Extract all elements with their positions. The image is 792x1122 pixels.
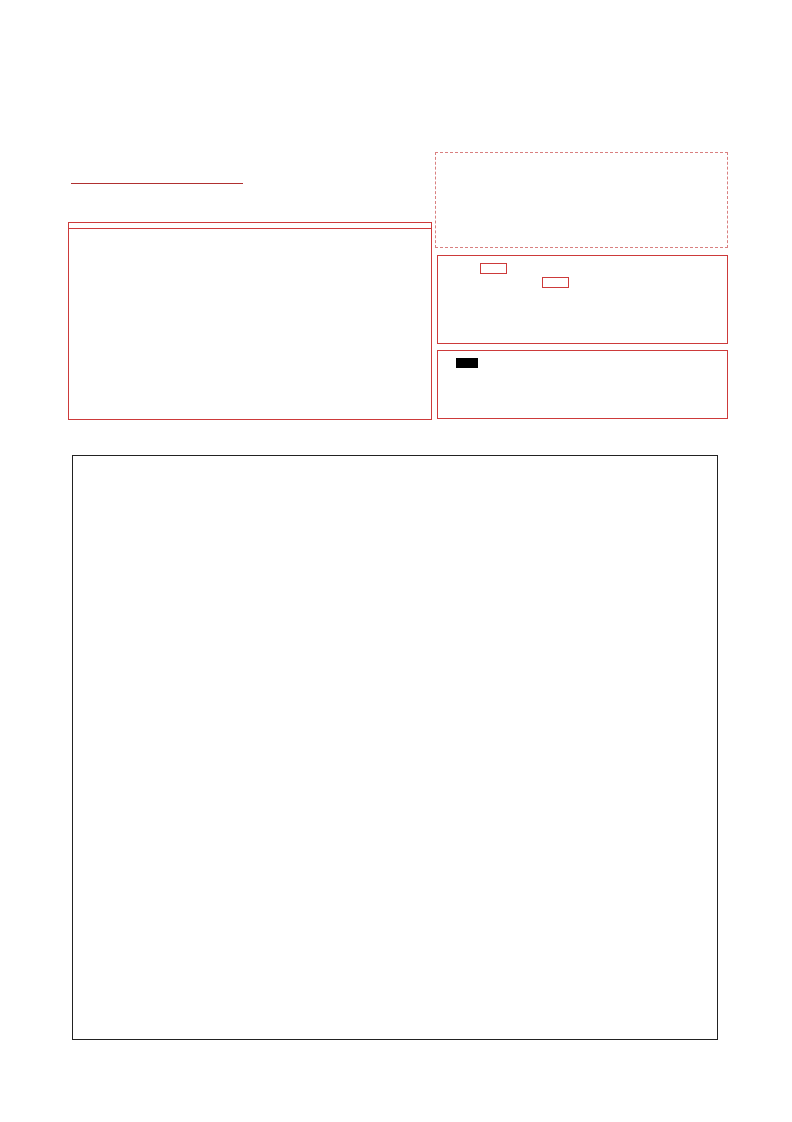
notice-items — [69, 229, 431, 234]
fill-sample-box — [437, 350, 728, 419]
filled-bubble-sample — [456, 358, 478, 368]
absent-mark-row — [448, 263, 717, 274]
barcode-paste-area — [435, 152, 728, 248]
absent-mark-box[interactable] — [480, 263, 507, 274]
name-row — [65, 168, 243, 184]
answer-area — [72, 455, 718, 1040]
wrong-sample-row — [448, 370, 717, 385]
proctor-box — [437, 255, 728, 344]
name-input-line[interactable] — [71, 170, 243, 184]
violation-mark-row — [448, 277, 717, 288]
timing-marks-top — [33, 33, 742, 51]
wrong-sample-marks — [458, 370, 488, 385]
violation-mark-box[interactable] — [542, 277, 569, 288]
notice-box — [68, 222, 432, 420]
correct-sample-row — [448, 358, 717, 368]
